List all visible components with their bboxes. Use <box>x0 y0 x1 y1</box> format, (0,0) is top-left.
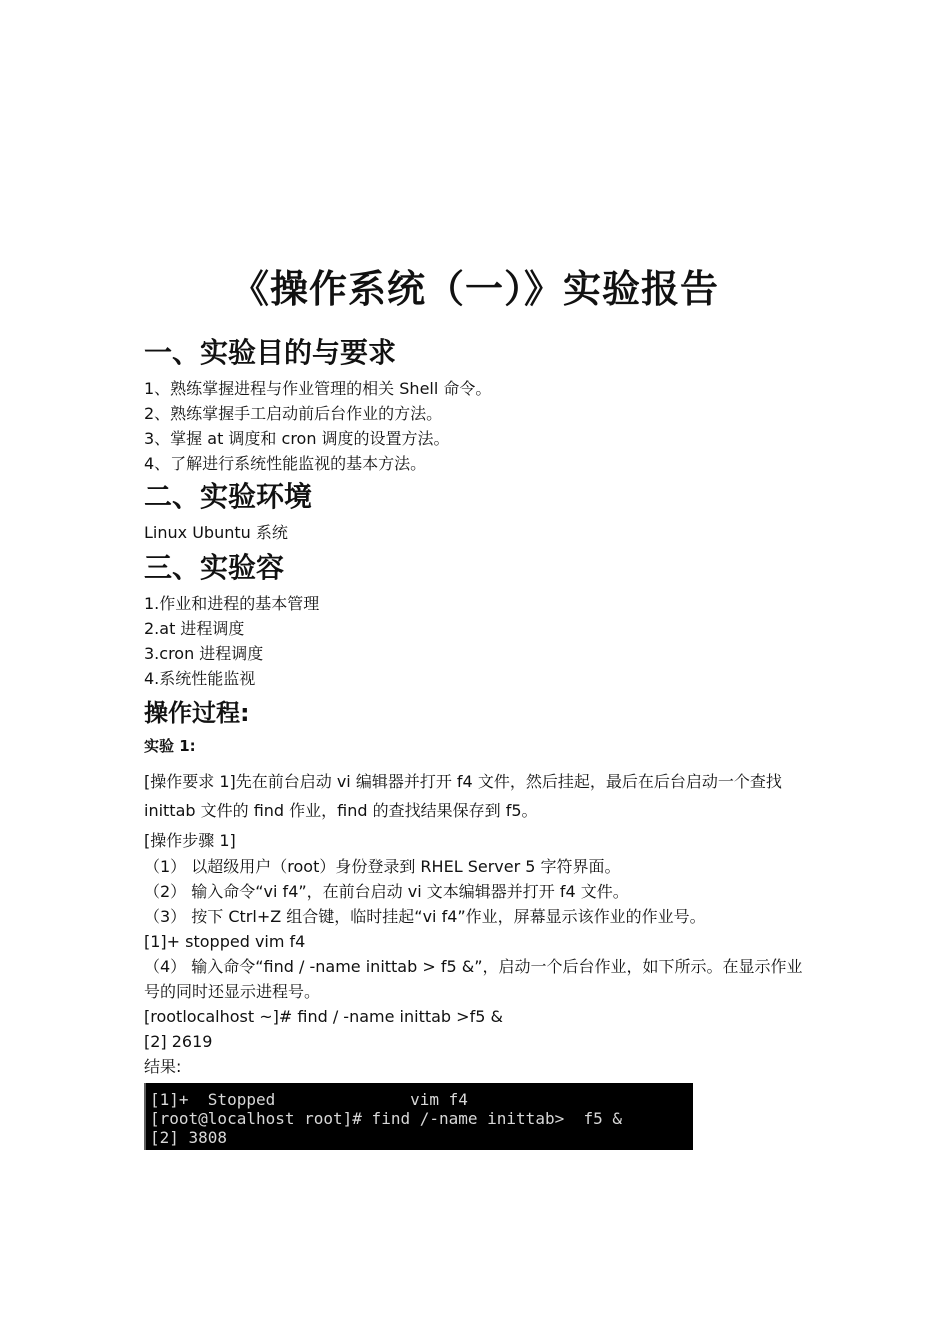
document-title: 《操作系统（一）》实验报告 <box>230 267 719 311</box>
steps-label: [操作步骤 1] <box>144 831 236 850</box>
process-heading: 操作过程: <box>144 699 250 727</box>
terminal-line: [root@localhost root]# find /-name inittab> f5 & <box>150 1109 623 1128</box>
requirement-text: [操作要求 1]先在前台启动 vi 编辑器并打开 f4 文件，然后挂起，最后在后台启动一个查找 inittab 文件的 find 作业，find 的查找结果保存到 f5。 <box>144 772 782 820</box>
objective-item: 1、熟练掌握进程与作业管理的相关 Shell 命令。 <box>144 379 492 398</box>
section-heading-objectives: 一、实验目的与要求 <box>144 336 397 369</box>
experiment-1-heading: 实验 1: <box>144 737 196 755</box>
content-item: 3.cron 进程调度 <box>144 644 264 663</box>
section-heading-environment: 二、实验环境 <box>144 480 313 513</box>
terminal-screenshot <box>144 1083 693 1150</box>
terminal-line: [2] 3808 <box>150 1128 228 1147</box>
step-3: （3） 按下 Ctrl+Z 组合键，临时挂起“vi f4”作业，屏幕显示该作业的作业号。 <box>144 907 706 926</box>
objective-item: 3、掌握 at 调度和 cron 调度的设置方法。 <box>144 429 450 448</box>
content-item: 4.系统性能监视 <box>144 669 256 688</box>
document-body <box>144 334 804 1150</box>
objective-item: 2、熟练掌握手工启动前后台作业的方法。 <box>144 404 443 423</box>
step-4: （4） 输入命令“find / -name inittab > f5 &”，启动一个后台作业，如下所示。在显示作业号的同时还显示进程号。 <box>144 957 803 1001</box>
output-stopped: [1]+ stopped vim f4 <box>144 932 306 951</box>
content-item: 1.作业和进程的基本管理 <box>144 594 320 613</box>
step-1: （1） 以超级用户（root）身份登录到 RHEL Server 5 字符界面。 <box>144 857 621 876</box>
step-2: （2） 输入命令“vi f4”，在前台启动 vi 文本编辑器并打开 f4 文件。 <box>144 882 629 901</box>
command-line: [rootlocalhost ~]# find / -name inittab >f5 & <box>144 1007 503 1026</box>
section-heading-content: 三、实验容 <box>144 551 285 584</box>
content-item: 2.at 进程调度 <box>144 619 245 638</box>
environment-text: Linux Ubuntu 系统 <box>144 523 288 542</box>
terminal-line: [1]+ Stopped vim f4 <box>150 1090 468 1109</box>
objective-item: 4、了解进行系统性能监视的基本方法。 <box>144 454 427 473</box>
result-label: 结果: <box>144 1057 182 1076</box>
output-job-number: [2] 2619 <box>144 1032 213 1051</box>
